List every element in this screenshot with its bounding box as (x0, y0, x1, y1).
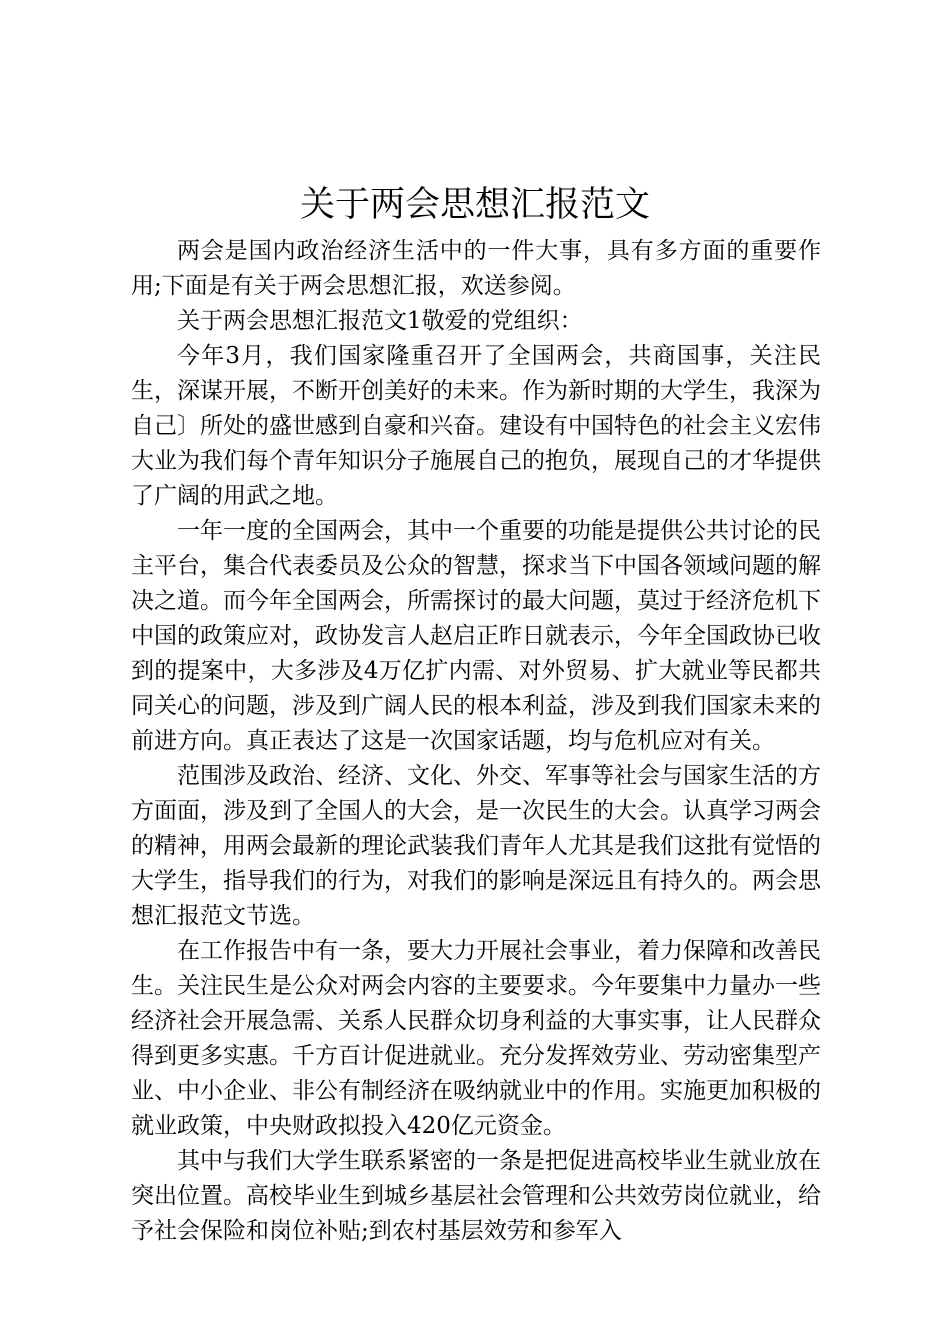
paragraph: 在工作报告中有一条，要大力开展社会事业，着力保障和改善民生。关注民生是公众对两会内容的主要要求。今年要集中力量办一些经济社会开展急需、关系人民群众切身利益的大事实事，让人民群众得到更多实惠。千方百计促进就业。充分发挥效劳业、劳动密集型产业、中小企业、非公有制经济在吸纳就业中的作用。实施更加积极的就业政策，中央财政拟投入420亿元资金。 (131, 938, 821, 1139)
paragraph-salutation: 关于两会思想汇报范文1敬爱的党组织： (177, 308, 583, 334)
paragraph: 今年3月，我们国家隆重召开了全国两会，共商国事，关注民生，深谋开展，不断开创美好的未来。作为新时期的大学生，我深为自己〕所处的盛世感到自豪和兴奋。建设有中国特色的社会主义宏伟大业为我们每个青年知识分子施展自己的抱负，展现自己的才华提供了广阔的用武之地。 (131, 343, 821, 509)
document-title: 关于两会思想汇报范文 (299, 185, 650, 225)
paragraph: 其中与我们大学生联系紧密的一条是把促进高校毕业生就业放在突出位置。高校毕业生到城乡基层社会管理和公共效劳岗位就业，给予社会保险和岗位补贴;到农村基层效劳和参军入 (131, 1148, 821, 1244)
paragraph-intro: 两会是国内政治经济生活中的一件大事，具有多方面的重要作用;下面是有关于两会思想汇报，欢送参阅。 (131, 238, 821, 299)
document-body (131, 234, 821, 1249)
paragraph: 范围涉及政治、经济、文化、外交、军事等社会与国家生活的方方面面，涉及到了全国人的大会，是一次民生的大会。认真学习两会的精神，用两会最新的理论武装我们青年人尤其是我们这批有觉悟的大学生，指导我们的行为，对我们的影响是深远且有持久的。两会思想汇报范文节选。 (131, 763, 821, 929)
paragraph: 一年一度的全国两会，其中一个重要的功能是提供公共讨论的民主平台，集合代表委员及公众的智慧，探求当下中国各领域问题的解决之道。而今年全国两会，所需探讨的最大问题，莫过于经济危机下中国的政策应对，政协发言人赵启正昨日就表示，今年全国政协已收到的提案中，大多涉及4万亿扩内需、对外贸易、扩大就业等民都共同关心的问题，涉及到广阔人民的根本利益，涉及到我们国家未来的前进方向。真正表达了这是一次国家话题，均与危机应对有关。 (131, 518, 821, 754)
